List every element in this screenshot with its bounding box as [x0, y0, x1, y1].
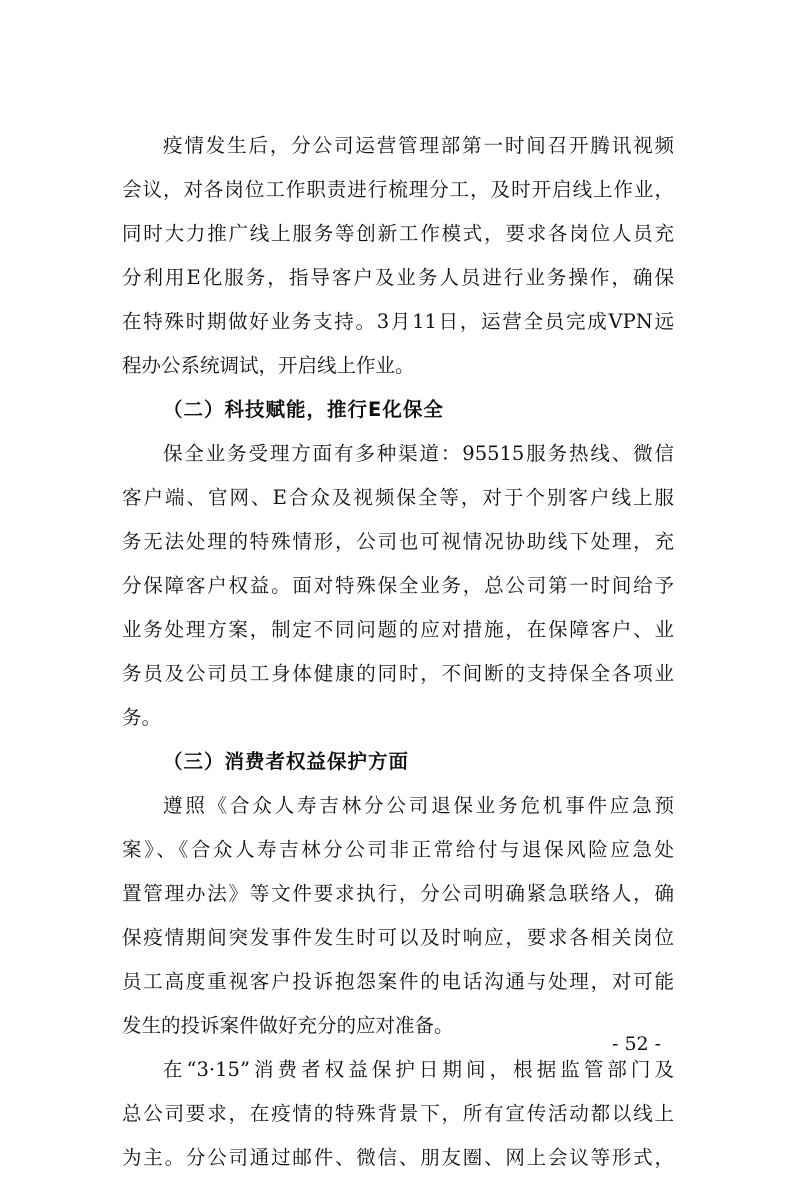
- paragraph-line: 务员及公司员工身体健康的同时，不间断的支持保全各项业: [122, 662, 674, 685]
- paragraph-line: 程办公系统调试，开启线上作业。: [122, 354, 415, 377]
- paragraph-line: 客户端、官网、E合众及视频保全等，对于个别客户线上服: [122, 486, 674, 509]
- paragraph-line: 分利用E化服务，指导客户及业务人员进行业务操作，确保: [122, 266, 674, 289]
- section-heading: （三）消费者权益保护方面: [163, 750, 410, 773]
- paragraph-line: 保疫情期间突发事件发生时可以及时响应，要求各相关岗位: [122, 926, 674, 949]
- paragraph-line: 遵照《合众人寿吉林分公司退保业务危机事件应急预: [163, 794, 674, 817]
- paragraph-line: 案》、《合众人寿吉林分公司非正常给付与退保风险应急处: [122, 838, 674, 861]
- section-heading: （二）科技赋能，推行E化保全: [163, 398, 444, 421]
- paragraph-line: 置管理办法》等文件要求执行，分公司明确紧急联络人，确: [122, 882, 674, 905]
- paragraph-line: 分保障客户权益。面对特殊保全业务，总公司第一时间给予: [122, 574, 674, 597]
- paragraph-line: 在“3·15”消费者权益保护日期间，根据监管部门及: [163, 1058, 674, 1081]
- paragraph-line: 员工高度重视客户投诉抱怨案件的电话沟通与处理，对可能: [122, 970, 674, 993]
- paragraph-line: 疫情发生后，分公司运营管理部第一时间召开腾讯视频: [163, 134, 674, 157]
- paragraph-line: 业务处理方案，制定不同问题的应对措施，在保障客户、业: [122, 618, 674, 641]
- paragraph-line: 务。: [122, 706, 162, 729]
- paragraph-line: 总公司要求，在疫情的特殊背景下，所有宣传活动都以线上: [122, 1102, 674, 1125]
- body-text: [122, 124, 674, 1180]
- paragraph-line: 同时大力推广线上服务等创新工作模式，要求各岗位人员充: [122, 222, 674, 245]
- page-number: - 52 -: [612, 1033, 662, 1055]
- paragraph-line: 在特殊时期做好业务支持。3月11日，运营全员完成VPN远: [122, 310, 674, 333]
- paragraph-line: 保全业务受理方面有多种渠道：95515服务热线、微信: [163, 442, 674, 465]
- paragraph-line: 发生的投诉案件做好充分的应对准备。: [122, 1014, 454, 1037]
- paragraph-line: 务无法处理的特殊情形，公司也可视情况协助线下处理，充: [122, 530, 674, 553]
- paragraph-line: 为主。分公司通过邮件、微信、朋友圈、网上会议等形式，: [122, 1146, 674, 1169]
- paragraph-line: 会议，对各岗位工作职责进行梳理分工，及时开启线上作业，: [122, 178, 674, 201]
